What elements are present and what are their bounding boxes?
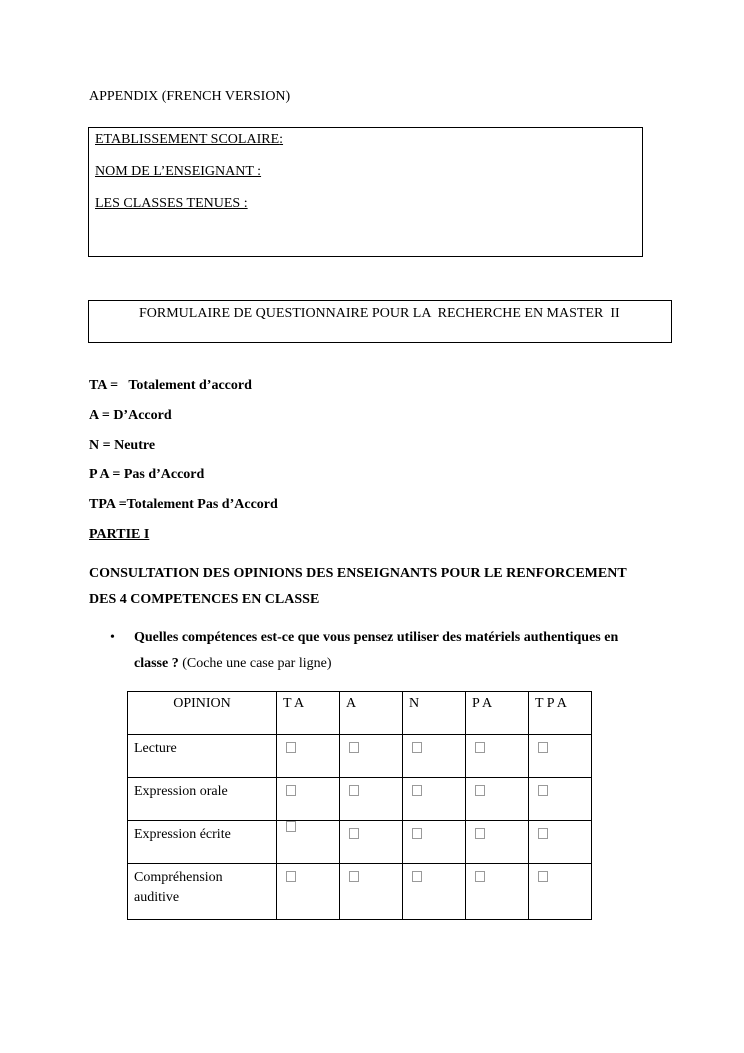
- legend-pa: P A = Pas d’Accord: [89, 467, 205, 482]
- form-title: FORMULAIRE DE QUESTIONNAIRE POUR LA RECHERCHE EN MASTER II: [139, 306, 620, 321]
- checkbox-lecture-n[interactable]: [412, 742, 422, 753]
- header-pa: P A: [466, 692, 529, 735]
- header-ta: T A: [277, 692, 340, 735]
- checkbox-auditive-n[interactable]: [412, 871, 422, 882]
- checkbox-orale-pa[interactable]: [475, 785, 485, 796]
- legend-n: N = Neutre: [89, 438, 156, 453]
- classes-label: LES CLASSES TENUES :: [95, 196, 248, 211]
- part-label: PARTIE I: [89, 527, 150, 542]
- checkbox-ecrite-pa[interactable]: [475, 828, 485, 839]
- table-row: [128, 821, 592, 864]
- form-title-box: [88, 300, 672, 343]
- checkbox-ecrite-a[interactable]: [349, 828, 359, 839]
- table-row: [128, 864, 592, 920]
- checkbox-ecrite-n[interactable]: [412, 828, 422, 839]
- legend-tpa: TPA =Totalement Pas d’Accord: [89, 497, 278, 512]
- question-line1: Quelles compétences est-ce que vous pensez utiliser des matériels authentiques en: [134, 630, 619, 645]
- header-a: A: [340, 692, 403, 735]
- opinion-table: [127, 691, 592, 920]
- row-label-expression-ecrite: Expression écrite: [128, 821, 277, 864]
- table-row: [128, 778, 592, 821]
- checkbox-lecture-tpa[interactable]: [538, 742, 548, 753]
- appendix-heading: APPENDIX (FRENCH VERSION): [89, 89, 291, 104]
- checkbox-orale-n[interactable]: [412, 785, 422, 796]
- checkbox-orale-a[interactable]: [349, 785, 359, 796]
- row-label-comprehension-auditive: Compréhension auditive: [128, 864, 277, 920]
- checkbox-lecture-ta[interactable]: [286, 742, 296, 753]
- header-n: N: [403, 692, 466, 735]
- school-label: ETABLISSEMENT SCOLAIRE:: [95, 132, 284, 147]
- checkbox-ecrite-ta[interactable]: [286, 821, 296, 832]
- checkbox-orale-tpa[interactable]: [538, 785, 548, 796]
- checkbox-orale-ta[interactable]: [286, 785, 296, 796]
- row-label-lecture: Lecture: [128, 735, 277, 778]
- checkbox-ecrite-tpa[interactable]: [538, 828, 548, 839]
- checkbox-auditive-tpa[interactable]: [538, 871, 548, 882]
- table-row: [128, 735, 592, 778]
- row-label-expression-orale: Expression orale: [128, 778, 277, 821]
- section-title-line2: DES 4 COMPETENCES EN CLASSE: [89, 592, 320, 607]
- teacher-info-box: [88, 127, 643, 257]
- checkbox-lecture-a[interactable]: [349, 742, 359, 753]
- header-tpa: T P A: [529, 692, 592, 735]
- bullet-icon: •: [110, 630, 115, 645]
- checkbox-auditive-ta[interactable]: [286, 871, 296, 882]
- question-line2: classe ? (Coche une case par ligne): [134, 656, 332, 671]
- table-header-row: [128, 692, 592, 735]
- legend-ta: TA = Totalement d’accord: [89, 378, 252, 393]
- section-title-line1: CONSULTATION DES OPINIONS DES ENSEIGNANTS POUR LE RENFORCEMENT: [89, 566, 627, 581]
- checkbox-auditive-a[interactable]: [349, 871, 359, 882]
- checkbox-lecture-pa[interactable]: [475, 742, 485, 753]
- teacher-name-label: NOM DE L’ENSEIGNANT :: [95, 164, 262, 179]
- legend-a: A = D’Accord: [89, 408, 172, 423]
- header-opinion: OPINION: [128, 692, 277, 735]
- checkbox-auditive-pa[interactable]: [475, 871, 485, 882]
